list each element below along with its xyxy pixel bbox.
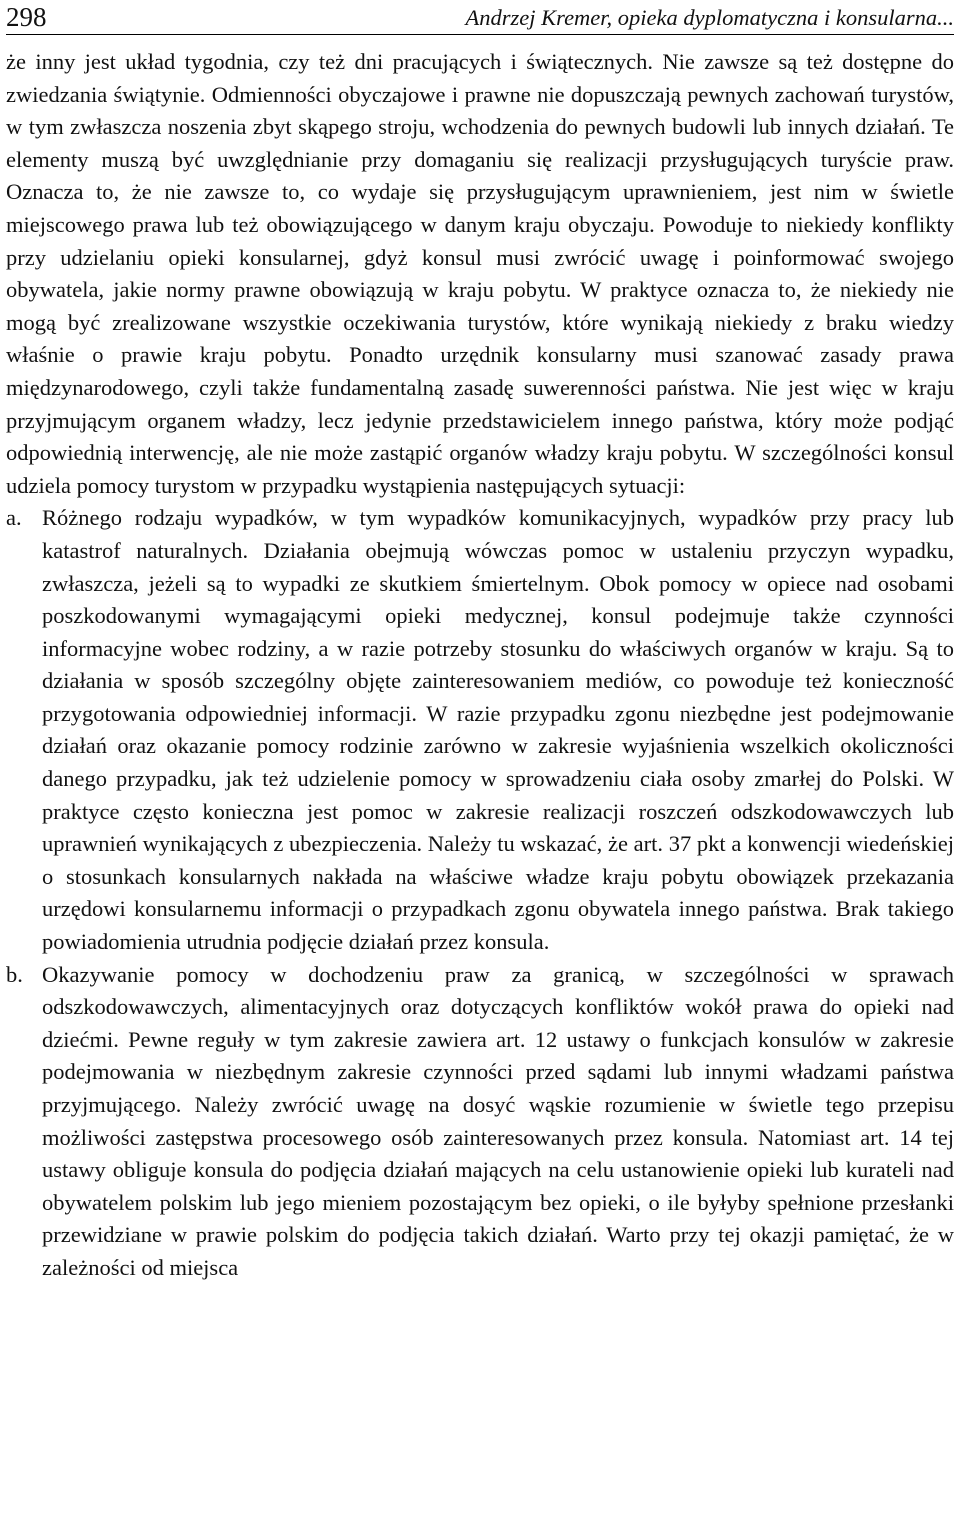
list-marker: b. xyxy=(6,961,23,987)
list-item-a xyxy=(6,502,954,958)
running-title: Andrzej Kremer, opieka dyplomatyczna i konsularna... xyxy=(465,5,954,30)
list-item-b xyxy=(6,959,954,1285)
list-item-text: Okazywanie pomocy w dochodzeniu praw za granicą, w szczególności w sprawach odszkodowawczych, alimentacyjnych oraz dotyczących konfliktów wokół prawa do opieki nad dziećmi. Pewne reguły w tym zakresie zawiera art. 12 ustawy o funkcjach konsulów w zakresie podejmowania w niezbędnym zakresie czynności przed sądami lub innymi władzami państwa przyjmującego. Należy zwrócić uwagę na dosyć wąskie rozumienie w świetle tego przepisu możliwości zastępstwa procesowego osób zainteresowanych przez konsula. Natomiast art. 14 tej ustawy obliguje konsula do podjęcia działań mających na celu ustanowienie opieki lub kurateli nad obywatelem polskim lub jego mieniem pozostającym bez opieki, o ile byłyby spełnione przesłanki przewidziane w prawie polskim do podjęcia takich działań. Warto przy tej okazji pamiętać, że w zależności od miejsca xyxy=(42,961,954,1280)
document-page xyxy=(6,0,954,1280)
body-text xyxy=(6,46,954,1285)
page-header xyxy=(6,0,954,35)
intro-paragraph: że inny jest układ tygodnia, czy też dni pracujących i świątecznych. Nie zawsze są też dostępne do zwiedzania świątynie. Odmienności obyczajowe i prawne nie dopuszczają pewnych zachowań turystów, w tym zwłaszcza noszenia zbyt skąpego stroju, wchodzenia do pewnych budowli lub innych działań. Te elementy muszą być uwzględnianie przy domaganiu się realizacji przysługujących turyście praw. Oznacza to, że nie zawsze to, co wydaje się przysługującym uprawnieniem, jest nim w świetle miejscowego prawa lub też obowiązującego w danym kraju obyczaju. Powoduje to niekiedy konflikty przy udzielaniu opieki konsularnej, gdyż konsul musi zwrócić uwagę i poinformować swojego obywatela, jakie normy prawne obowiązują w kraju pobytu. W praktyce oznacza to, że niekiedy nie mogą być zrealizowane wszystkie oczekiwania turystów, które wynikają niekiedy z braku wiedzy właśnie o prawie kraju pobytu. Ponadto urzędnik konsularny musi szanować zasady prawa międzynarodowego, czyli także fundamentalną zasadę suwerenności państwa. Nie jest więc w kraju przyjmującym organem władzy, lecz jedynie przedstawicielem innego państwa, który może podjąć odpowiednią interwencję, ale nie może zastąpić organów władzy kraju pobytu. W szczególności konsul udziela pomocy turystom w przypadku wystąpienia następujących sytuacji: xyxy=(6,49,954,498)
list-item-text: Różnego rodzaju wypadków, w tym wypadków komunikacyjnych, wypadków przy pracy lub katastrof naturalnych. Działania obejmują wówczas pomoc w ustaleniu przyczyn wypadku, zwłaszcza, jeżeli są to wypadki ze skutkiem śmiertelnym. Obok pomocy w opiece nad osobami poszkodowanymi wymagającymi opieki medycznej, konsul podejmuje także czynności informacyjne wobec rodziny, a w razie potrzeby stosunku do właściwych organów w kraju. Są to działania w sposób szczególny objęte zainteresowaniem mediów, co powoduje też konieczność przygotowania odpowiedniej informacji. W razie przypadku zgonu niezbędne jest podejmowanie działań oraz okazanie pomocy rodzinie zarówno w zakresie wyjaśnienia wszelkich okoliczności danego przypadku, jak też udzielenie pomocy w sprowadzeniu ciała osoby zmarłej do Polski. W praktyce często konieczna jest pomoc w zakresie realizacji roszczeń odszkodowawczych lub uprawnień wynikających z ubezpieczenia. Należy tu wskazać, że art. 37 pkt a konwencji wiedeńskiej o stosunkach konsularnych nakłada na właściwe władze kraju pobytu obowiązek przekazania urzędowi konsularnemu informacji o przypadkach zgonu obywatela innego państwa. Brak takiego powiadomienia utrudnia podjęcie działań przez konsula. xyxy=(42,505,954,955)
list-marker: a. xyxy=(6,505,22,531)
page-number: 298 xyxy=(6,2,47,32)
